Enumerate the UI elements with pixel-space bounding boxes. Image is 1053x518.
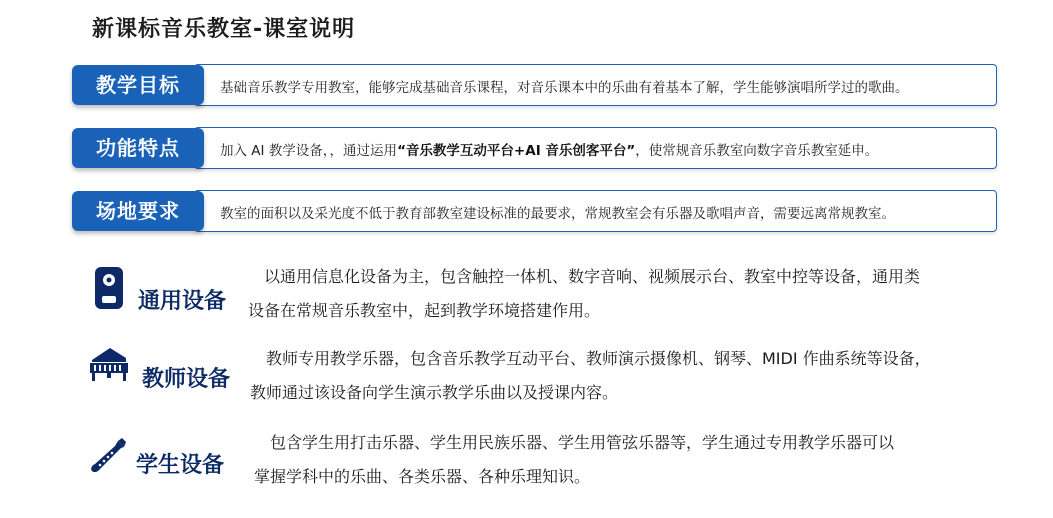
row-teaching-goal xyxy=(72,64,997,106)
equipment-description xyxy=(250,342,990,410)
row-text-before: 加入 AI 教学设备，，通过运用 xyxy=(220,143,398,159)
equipment-line2: 掌握学科中的乐曲、各类乐器、各种乐理知识。 xyxy=(254,467,591,486)
piano-icon xyxy=(88,346,130,382)
row-content-box xyxy=(194,190,997,232)
row-tag: 功能特点 xyxy=(72,128,204,168)
speaker-icon xyxy=(93,266,125,310)
row-features xyxy=(72,127,997,169)
row-text: 基础音乐教学专用教室，能够完成基础音乐课程，对音乐课本中的乐曲有着基本了解，学生能够演唱所学过的歌曲。 xyxy=(220,80,909,96)
equipment-line1: 教师专用教学乐器，包含音乐教学互动平台、教师演示摄像机、钢琴、MIDI 作曲系统等设备， xyxy=(266,349,931,368)
row-text xyxy=(220,139,878,159)
equipment-description xyxy=(248,260,988,328)
equipment-line2: 教师通过该设备向学生演示教学乐曲以及授课内容。 xyxy=(250,383,619,402)
row-text: 教室的面积以及采光度不低于教育部教室建设标准的最要求，常规教室会有乐器及歌唱声音，需要远离常规教室。 xyxy=(220,206,895,222)
row-tag: 场地要求 xyxy=(72,191,204,231)
equipment-label: 学生设备 xyxy=(136,453,225,478)
row-site-requirements xyxy=(72,190,997,232)
equipment-line1: 包含学生用打击乐器、学生用民族乐器、学生用管弦乐器等，学生通过专用教学乐器可以 xyxy=(270,433,895,452)
equipment-description xyxy=(254,426,994,494)
row-content-box xyxy=(194,64,997,106)
equipment-line1: 以通用信息化设备为主，包含触控一体机、数字音响、视频展示台、教室中控等设备，通用类 xyxy=(264,267,921,286)
row-content-box xyxy=(194,127,997,169)
equipment-line2: 设备在常规音乐教室中，起到教学环境搭建作用。 xyxy=(248,301,601,320)
equipment-label: 通用设备 xyxy=(138,289,227,314)
row-text-after: ，使常规音乐教室向数字音乐教室延申。 xyxy=(635,143,879,159)
equipment-label: 教师设备 xyxy=(142,367,231,392)
row-text-bold: “音乐教学互动平台+AI 音乐创客平台” xyxy=(397,143,636,159)
page-title: 新课标音乐教室-课室说明 xyxy=(92,17,356,42)
saxophone-icon xyxy=(88,438,128,478)
row-tag: 教学目标 xyxy=(72,65,204,105)
